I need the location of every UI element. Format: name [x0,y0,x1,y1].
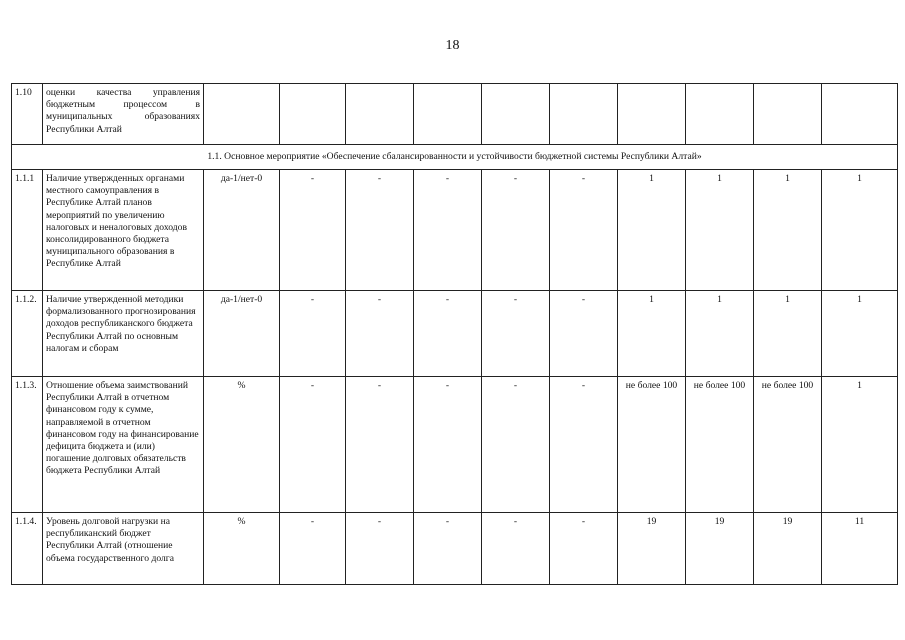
unit-cell: % [204,377,280,513]
value-cell: 19 [754,513,822,585]
table-row [12,513,898,585]
table-row [12,84,898,145]
value-cell: не более 100 [754,377,822,513]
table-row [12,170,898,291]
value-cell: - [482,170,550,291]
row-number: 1.1.3. [12,377,43,513]
value-cell: 1 [754,170,822,291]
section-row [12,145,898,170]
value-cell: - [280,377,346,513]
value-cell [550,84,618,145]
value-cell: - [280,170,346,291]
value-cell: - [414,170,482,291]
value-cell: - [550,513,618,585]
value-cell [686,84,754,145]
value-cell: - [550,291,618,377]
value-cell: - [414,291,482,377]
section-title: 1.1. Основное мероприятие «Обеспечение сбалансированности и устойчивости бюджетной системы Республики Алтай» [12,145,898,170]
value-cell: - [414,377,482,513]
value-cell: - [280,513,346,585]
row-number: 1.1.2. [12,291,43,377]
value-cell: - [482,291,550,377]
value-cell [280,84,346,145]
value-cell: - [550,170,618,291]
value-cell: - [280,291,346,377]
value-cell: 19 [618,513,686,585]
indicator-name: Уровень долговой нагрузки на республиканский бюджет Республики Алтай (отношение объема государственного долга [43,513,204,585]
value-cell: 1 [618,291,686,377]
value-cell: не более 100 [686,377,754,513]
value-cell: 1 [822,291,898,377]
row-number: 1.10 [12,84,43,145]
indicator-name: оценки качества управления бюджетным процессом в муниципальных образованиях Республики Алтай [43,84,204,145]
value-cell: 1 [686,170,754,291]
value-cell [346,84,414,145]
table-row [12,291,898,377]
value-cell [754,84,822,145]
value-cell: - [346,291,414,377]
indicators-table [11,83,898,585]
indicator-name: Отношение объема заимствований Республики Алтай в отчетном финансовом году к сумме, направляемой в отчетном финансовом году на финансирование дефицита бюджета и (или) погашение долговых обязательств бюджета Республики Алтай [43,377,204,513]
value-cell: - [346,513,414,585]
value-cell: - [346,377,414,513]
value-cell: 1 [618,170,686,291]
value-cell: 19 [686,513,754,585]
value-cell: - [482,377,550,513]
value-cell: 1 [822,170,898,291]
value-cell: 11 [822,513,898,585]
table-row [12,377,898,513]
value-cell [482,84,550,145]
value-cell [618,84,686,145]
value-cell: - [482,513,550,585]
value-cell [822,84,898,145]
value-cell: 1 [754,291,822,377]
unit-cell [204,84,280,145]
value-cell: - [414,513,482,585]
value-cell: 1 [686,291,754,377]
indicator-name: Наличие утвержденных органами местного самоуправления в Республике Алтай планов мероприятий по увеличению налоговых и неналоговых доходов консолидированного бюджета муниципального образования в Республике Алтай [43,170,204,291]
value-cell: - [550,377,618,513]
row-number: 1.1.1 [12,170,43,291]
indicator-name: Наличие утвержденной методики формализованного прогнозирования доходов республиканского бюджета Республики Алтай по основным налогам и сборам [43,291,204,377]
value-cell: - [346,170,414,291]
value-cell: 1 [822,377,898,513]
unit-cell: да-1/нет-0 [204,291,280,377]
value-cell: не более 100 [618,377,686,513]
value-cell [414,84,482,145]
row-number: 1.1.4. [12,513,43,585]
unit-cell: да-1/нет-0 [204,170,280,291]
page-number: 18 [445,38,460,53]
unit-cell: % [204,513,280,585]
